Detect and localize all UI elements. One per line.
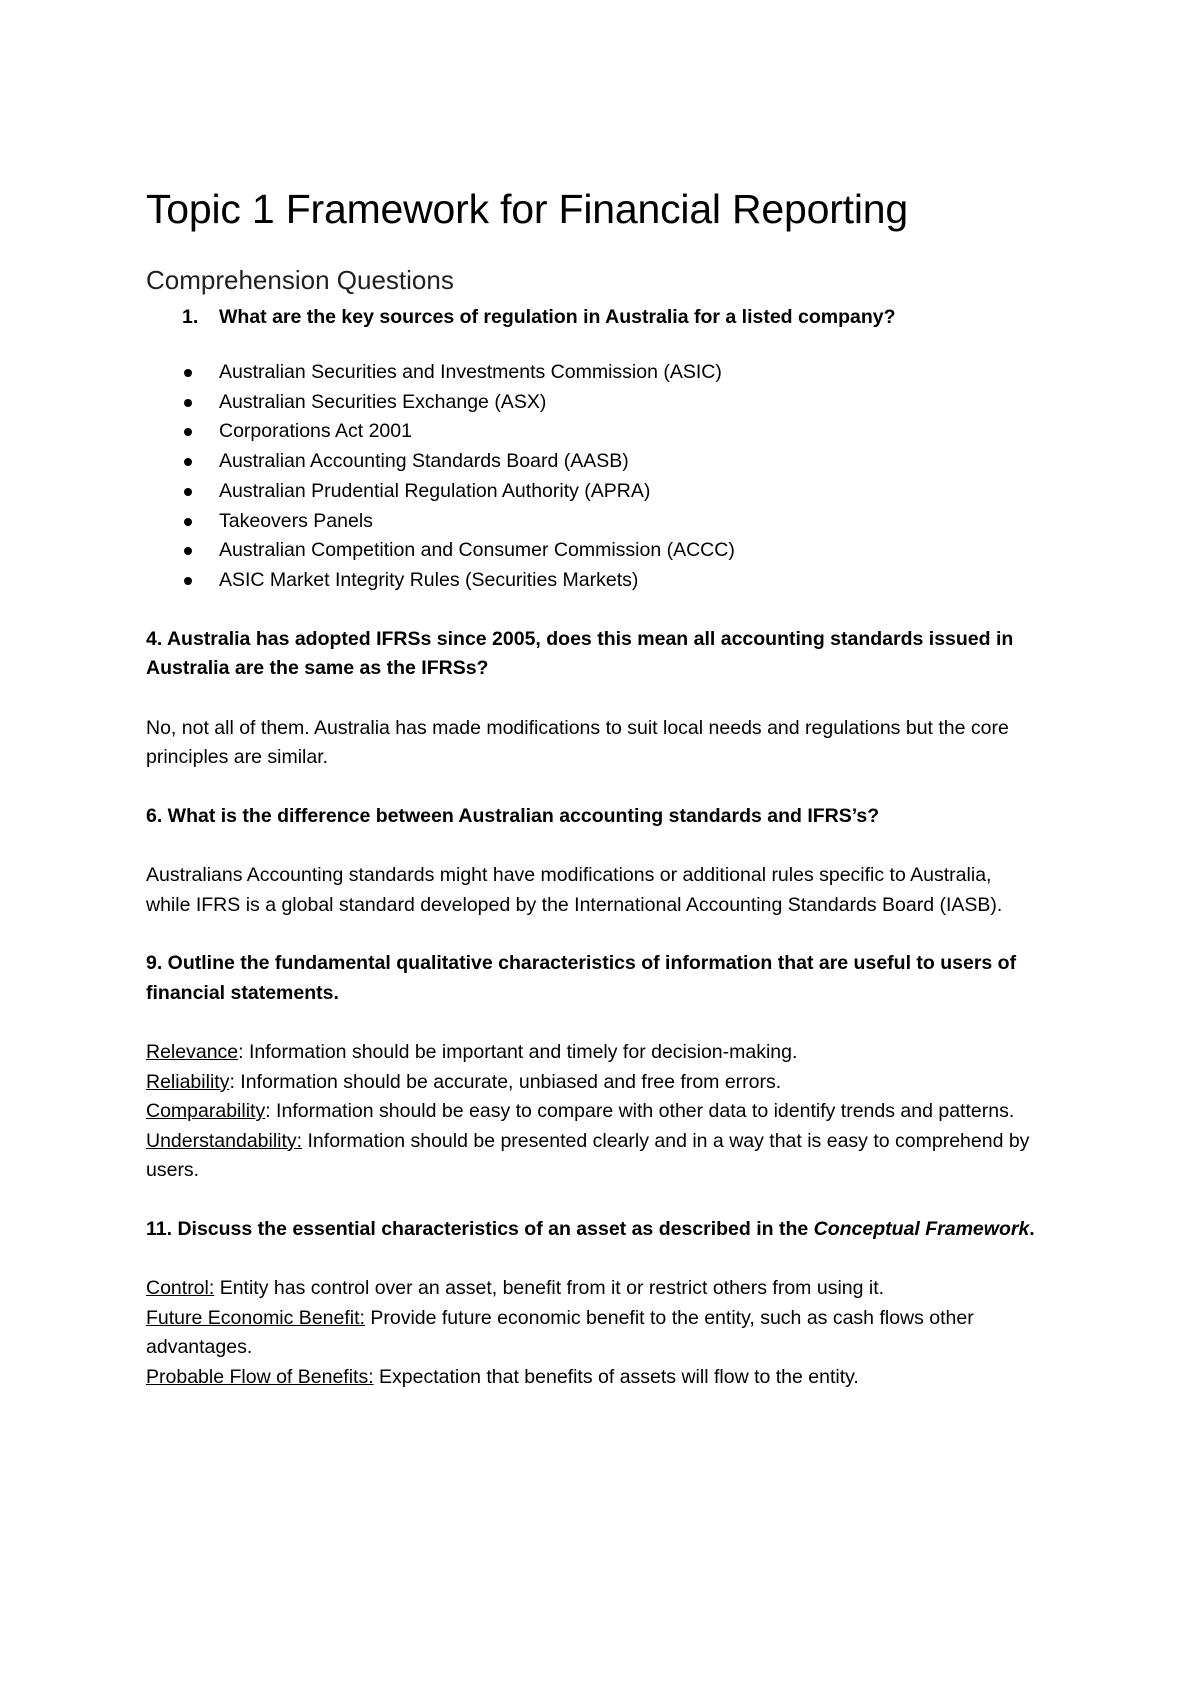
asset-characteristic-item: Future Economic Benefit: Provide future economic benefit to the entity, such as cash flows other advantages. [146, 1306, 974, 1359]
bullet-icon [184, 458, 192, 466]
characteristic-item: Relevance: Information should be important and timely for decision-making. [146, 1041, 798, 1064]
answer-6-line-2: while IFRS is a global standard developed by the International Accounting Standards Board (IASB). [146, 893, 1003, 916]
list-item: Australian Securities and Investments Commission (ASIC) [146, 358, 1066, 388]
bullet-icon [184, 488, 192, 496]
section-heading: Comprehension Questions [146, 265, 454, 295]
bullet-icon [184, 369, 192, 377]
characteristic-item: Comparability: Information should be easy to compare with other data to identify trends and patterns. [146, 1100, 1015, 1123]
question-1-text: What are the key sources of regulation in Australia for a listed company? [219, 306, 896, 328]
characteristic-term: Reliability [146, 1070, 230, 1093]
list-item: Australian Securities Exchange (ASX) [146, 388, 1066, 418]
list-item: Corporations Act 2001 [146, 417, 1066, 447]
list-item: Australian Accounting Standards Board (AASB) [146, 447, 1066, 477]
answer-6-line-1: Australians Accounting standards might have modifications or additional rules specific to Australia, [146, 864, 992, 887]
characteristic-item: Understandability: Information should be presented clearly and in a way that is easy to comprehend by users. [146, 1129, 1030, 1182]
bullet-icon [184, 428, 192, 436]
list-item: Takeovers Panels [146, 507, 1066, 537]
regulation-sources-list [146, 358, 1066, 596]
asset-characteristic-term: Control: [146, 1277, 215, 1300]
question-9: 9. Outline the fundamental qualitative characteristics of information that are useful to users of financial statements. [146, 952, 1017, 1004]
asset-characteristic-term: Probable Flow of Benefits: [146, 1365, 374, 1388]
characteristic-term: Understandability: [146, 1129, 303, 1152]
question-11: 11. Discuss the essential characteristics of an asset as described in the Conceptual Framework. [146, 1217, 1035, 1240]
question-11-emphasis: Conceptual Framework [813, 1217, 1030, 1240]
list-item: Australian Prudential Regulation Authority (APRA) [146, 477, 1066, 507]
characteristic-item: Reliability: Information should be accurate, unbiased and free from errors. [146, 1070, 782, 1093]
question-1-number: 1. [182, 306, 199, 328]
bullet-icon [184, 577, 192, 585]
document-page [146, 184, 1066, 1392]
answer-11 [146, 1274, 1066, 1392]
asset-characteristic-term: Future Economic Benefit: [146, 1306, 365, 1329]
bullet-icon [184, 399, 192, 407]
answer-4: No, not all of them. Australia has made modifications to suit local needs and regulations but the core principles are similar. [146, 716, 1009, 769]
bullet-icon [184, 518, 192, 526]
document-title: Topic 1 Framework for Financial Reporting [146, 186, 908, 232]
asset-characteristic-item: Probable Flow of Benefits: Expectation that benefits of assets will flow to the entity. [146, 1365, 859, 1388]
asset-characteristic-item: Control: Entity has control over an asset, benefit from it or restrict others from using it. [146, 1277, 885, 1300]
question-6: 6. What is the difference between Australian accounting standards and IFRS’s? [146, 804, 880, 827]
question-1 [146, 303, 1066, 332]
characteristic-term: Comparability [146, 1100, 266, 1123]
list-item: ASIC Market Integrity Rules (Securities Markets) [146, 566, 1066, 596]
question-4: 4. Australia has adopted IFRSs since 2005, does this mean all accounting standards issued in Australia are the same as the IFRSs? [146, 627, 1014, 680]
bullet-icon [184, 547, 192, 555]
answer-6 [146, 861, 1066, 920]
answer-9 [146, 1038, 1066, 1186]
list-item: Australian Competition and Consumer Commission (ACCC) [146, 536, 1066, 566]
characteristic-term: Relevance [146, 1041, 239, 1064]
